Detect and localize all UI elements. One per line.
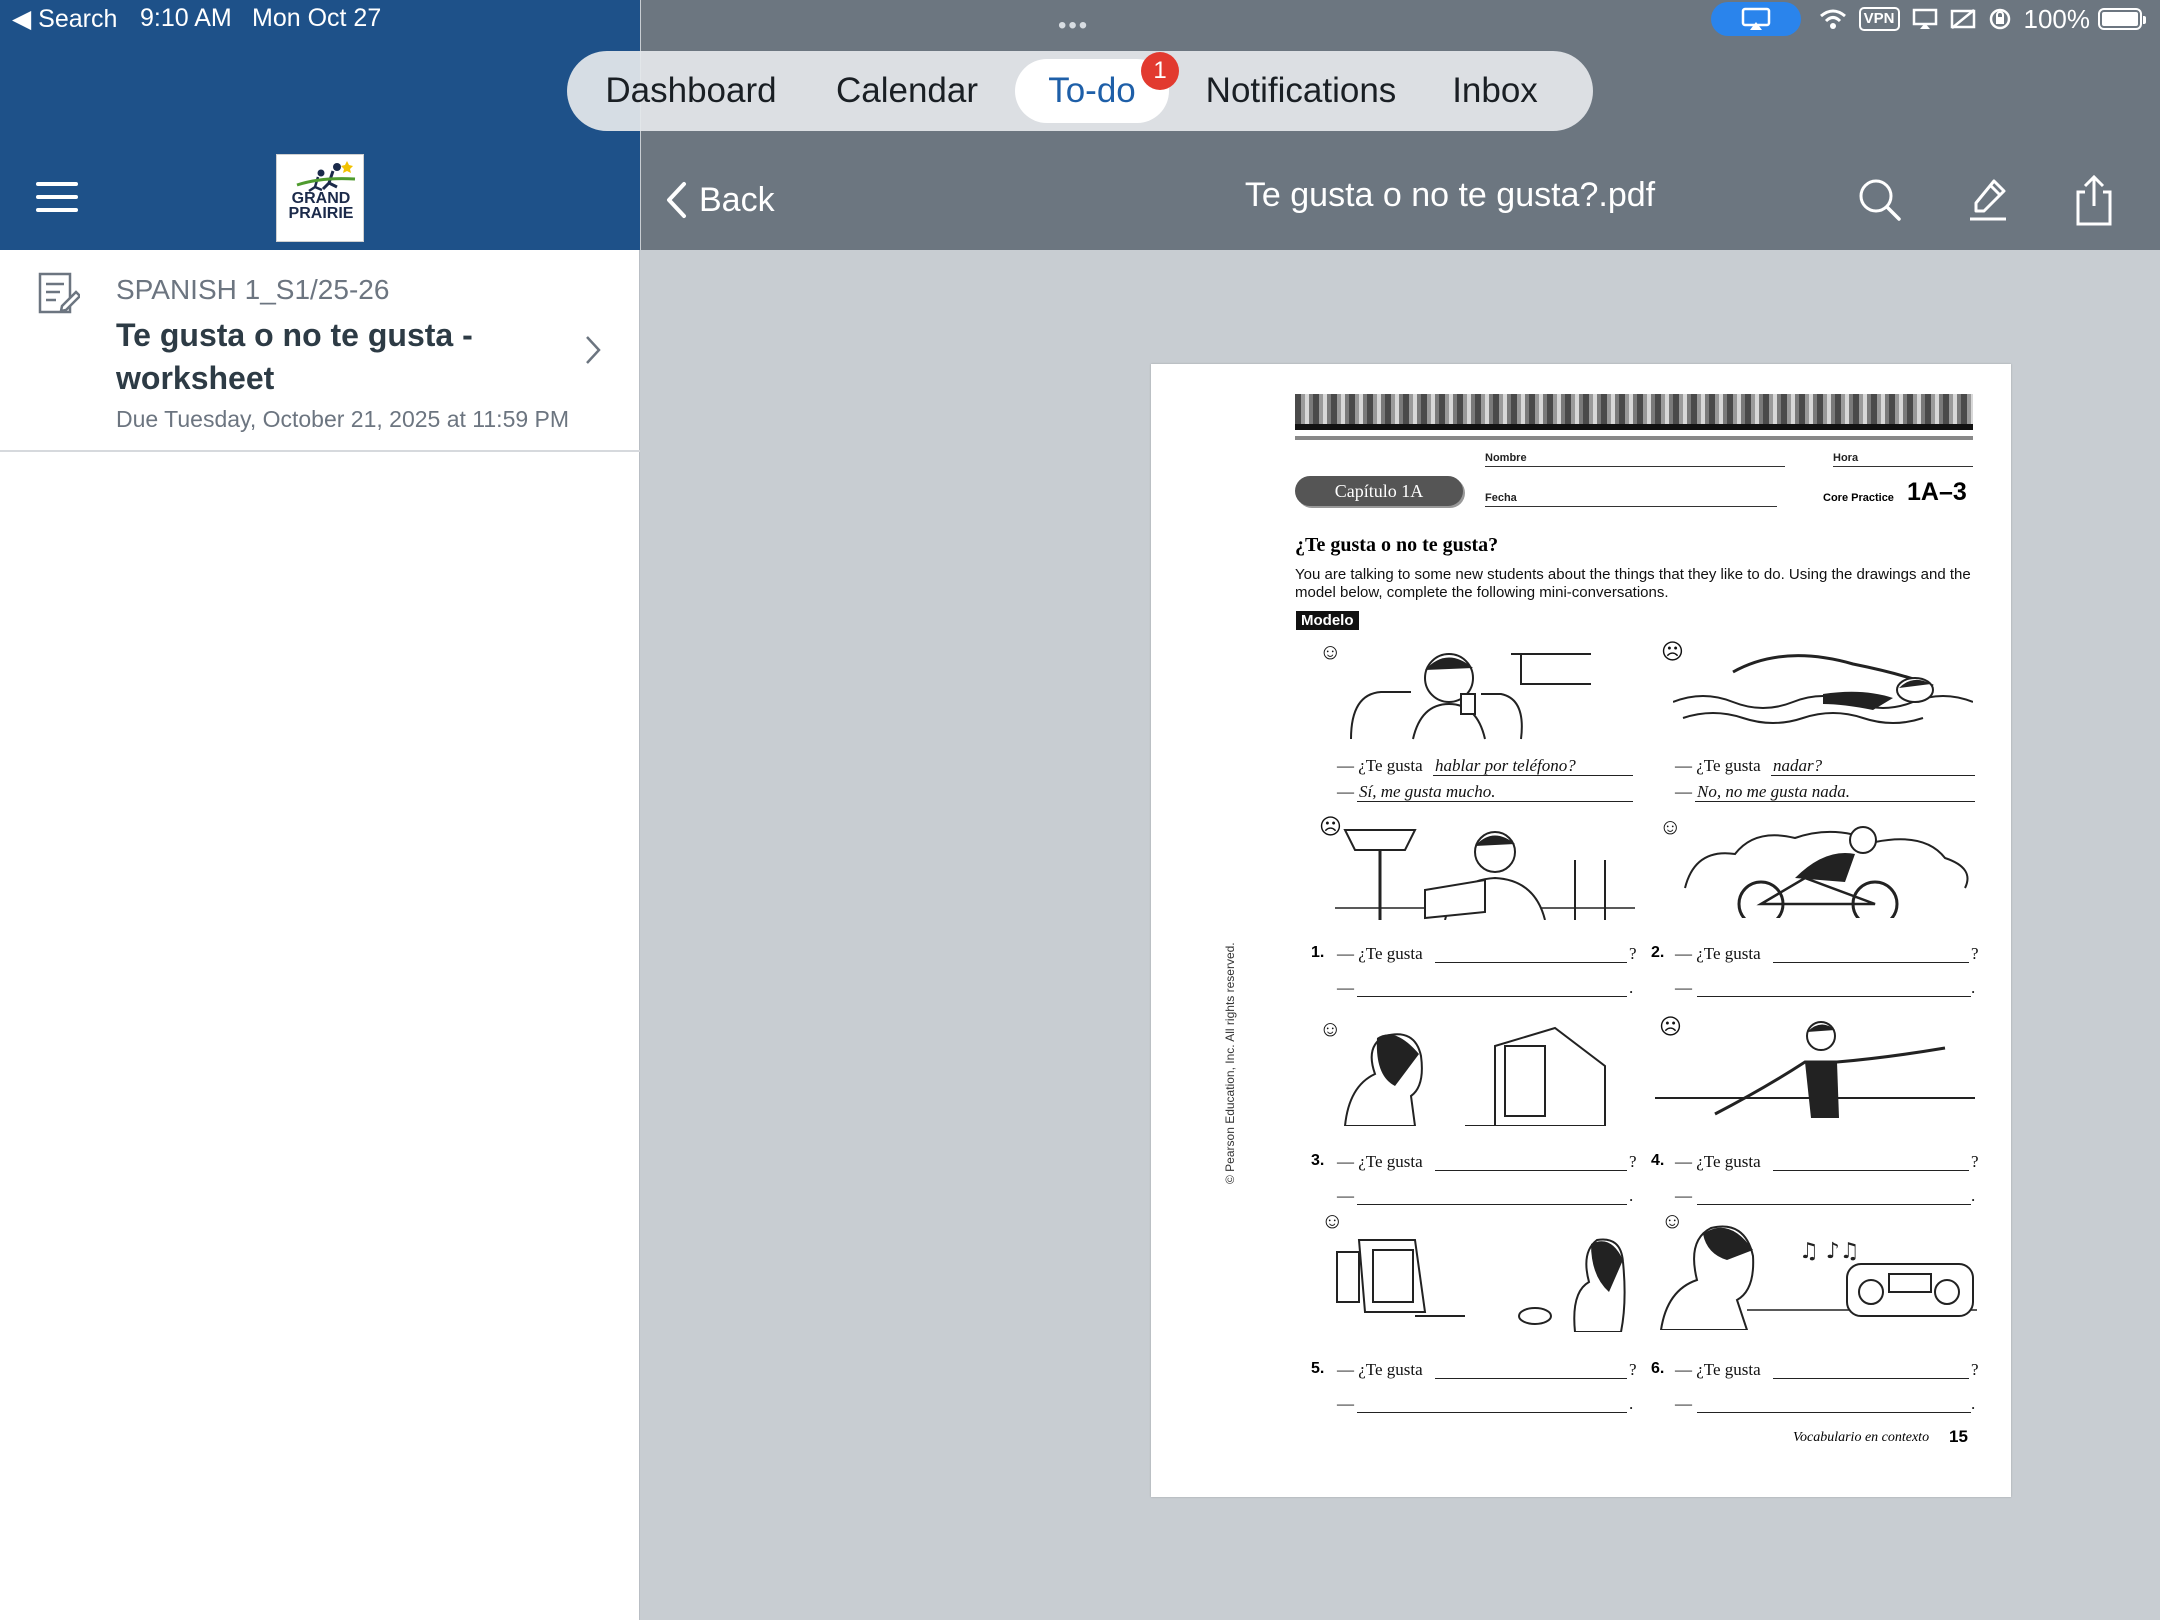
hora-line bbox=[1833, 466, 1973, 467]
item-4-question-line[interactable] bbox=[1773, 1170, 1969, 1171]
model-right-mood-icon: ☹ bbox=[1661, 639, 1684, 664]
tab-dashboard[interactable]: Dashboard bbox=[605, 71, 777, 110]
chevron-right-icon bbox=[584, 334, 602, 366]
tab-bar bbox=[567, 51, 1593, 131]
battery-icon bbox=[2098, 8, 2142, 30]
talking-on-phone-illustration bbox=[1341, 644, 1591, 744]
item-3-number: 3. bbox=[1311, 1152, 1325, 1169]
hamburger-menu-icon[interactable] bbox=[36, 182, 78, 212]
model-left-question-answer: hablar por teléfono? bbox=[1435, 756, 1576, 775]
logo-text: GRAND PRAIRIE bbox=[288, 190, 354, 222]
search-button[interactable] bbox=[1850, 170, 1910, 230]
back-label: Back bbox=[699, 180, 775, 219]
item-1-number: 1. bbox=[1311, 944, 1325, 961]
photo-off-icon bbox=[1950, 8, 1976, 30]
model-right-answer: No, no me gusta nada. bbox=[1697, 782, 1850, 801]
item-1-answer-dash: — bbox=[1337, 978, 1354, 997]
model-left-answer-line bbox=[1357, 801, 1633, 802]
model-left-mood-icon: ☺ bbox=[1319, 639, 1342, 664]
item-5-mood-icon: ☺ bbox=[1321, 1208, 1344, 1233]
item-4-qmark: ? bbox=[1971, 1152, 1979, 1171]
item-2-answer-line[interactable] bbox=[1697, 996, 1971, 997]
screen-mirror-icon bbox=[1912, 8, 1938, 30]
decorative-banner bbox=[1295, 394, 1973, 430]
listening-to-music-illustration bbox=[1657, 1220, 1977, 1330]
banner-shadow bbox=[1295, 436, 1973, 440]
chevron-left-icon bbox=[665, 181, 687, 219]
item-6-question-prefix: — ¿Te gusta bbox=[1675, 1360, 1761, 1379]
biking-illustration bbox=[1675, 818, 1975, 918]
item-5-question-prefix: — ¿Te gusta bbox=[1337, 1360, 1423, 1379]
swimming-illustration bbox=[1673, 642, 1973, 742]
vpn-badge: VPN bbox=[1859, 7, 1900, 31]
page-number: 15 bbox=[1949, 1427, 1968, 1446]
model-left-answer: Sí, me gusta mucho. bbox=[1359, 782, 1496, 801]
tab-todo[interactable]: To-do bbox=[1015, 59, 1169, 123]
annotate-button[interactable] bbox=[1958, 170, 2018, 230]
item-5-answer-dash: — bbox=[1337, 1394, 1354, 1413]
item-1-question-line[interactable] bbox=[1435, 962, 1627, 963]
assignment-icon bbox=[38, 272, 80, 316]
practice-number: 1A–3 bbox=[1907, 478, 1967, 506]
share-icon bbox=[2073, 174, 2115, 226]
left-pane bbox=[0, 0, 640, 1620]
item-4-mood-icon: ☹ bbox=[1659, 1014, 1682, 1039]
fecha-label: Fecha bbox=[1485, 492, 1517, 504]
item-6-period: . bbox=[1971, 1394, 1976, 1413]
item-5-question-line[interactable] bbox=[1435, 1378, 1627, 1379]
status-icons bbox=[1711, 2, 2142, 36]
item-1-qmark: ? bbox=[1629, 944, 1637, 963]
item-5-qmark: ? bbox=[1629, 1360, 1637, 1379]
item-3-mood-icon: ☺ bbox=[1319, 1016, 1342, 1041]
svg-text:♫ ♪♫: ♫ ♪♫ bbox=[1799, 1239, 1860, 1264]
copyright-notice: © Pearson Education, Inc. All rights reserved. bbox=[1223, 942, 1237, 1184]
model-left-question-prefix: — ¿Te gusta bbox=[1337, 756, 1423, 775]
highlighter-icon bbox=[1968, 177, 2008, 223]
status-date: Mon Oct 27 bbox=[252, 4, 382, 32]
item-2-answer-dash: — bbox=[1675, 978, 1692, 997]
item-2-qmark: ? bbox=[1971, 944, 1979, 963]
assignment-title: Te gusta o no te gusta - worksheet bbox=[116, 317, 473, 396]
back-to-search-link[interactable]: ◀ Search bbox=[12, 5, 118, 33]
tab-notifications[interactable]: Notifications bbox=[1205, 71, 1397, 110]
item-6-mood-icon: ☺ bbox=[1661, 1208, 1684, 1233]
modelo-label: Modelo bbox=[1296, 611, 1359, 630]
status-time: 9:10 AM bbox=[140, 4, 232, 32]
multitasking-dots[interactable]: ••• bbox=[1058, 12, 1090, 39]
nombre-line bbox=[1485, 466, 1785, 467]
item-6-qmark: ? bbox=[1971, 1360, 1979, 1379]
item-2-question-prefix: — ¿Te gusta bbox=[1675, 944, 1761, 963]
screen-mirroring-indicator[interactable] bbox=[1711, 2, 1801, 36]
item-6-number: 6. bbox=[1651, 1360, 1665, 1377]
item-4-answer-dash: — bbox=[1675, 1186, 1692, 1205]
tab-inbox[interactable]: Inbox bbox=[1452, 71, 1538, 110]
due-date: Due Tuesday, October 21, 2025 at 11:59 PM bbox=[116, 406, 570, 432]
item-2-period: . bbox=[1971, 978, 1976, 997]
item-3-qmark: ? bbox=[1629, 1152, 1637, 1171]
share-button[interactable] bbox=[2064, 170, 2124, 230]
item-2-question-line[interactable] bbox=[1773, 962, 1969, 963]
todo-count-badge: 1 bbox=[1141, 52, 1179, 90]
item-4-number: 4. bbox=[1651, 1152, 1665, 1169]
school-logo bbox=[276, 154, 364, 242]
item-6-answer-dash: — bbox=[1675, 1394, 1692, 1413]
model-right-question-line bbox=[1771, 775, 1975, 776]
item-2-number: 2. bbox=[1651, 944, 1665, 961]
orientation-lock-icon bbox=[1988, 7, 2012, 31]
item-4-question-prefix: — ¿Te gusta bbox=[1675, 1152, 1761, 1171]
model-right-answer-line bbox=[1695, 801, 1975, 802]
fecha-line bbox=[1485, 506, 1777, 507]
runners-icon bbox=[277, 155, 365, 195]
item-1-question-prefix: — ¿Te gusta bbox=[1337, 944, 1423, 963]
pdf-page[interactable] bbox=[1151, 364, 2011, 1497]
course-name: SPANISH 1_S1/25-26 bbox=[116, 274, 390, 305]
reading-illustration bbox=[1335, 820, 1635, 920]
core-practice-label: Core Practice bbox=[1823, 492, 1894, 504]
item-3-period: . bbox=[1629, 1186, 1634, 1205]
item-3-question-line[interactable] bbox=[1435, 1170, 1627, 1171]
item-6-question-line[interactable] bbox=[1773, 1378, 1969, 1379]
worksheet-title: ¿Te gusta o no te gusta? bbox=[1295, 534, 1499, 556]
wifi-icon bbox=[1819, 8, 1847, 30]
nombre-label: Nombre bbox=[1485, 452, 1527, 464]
chapter-badge: Capítulo 1A bbox=[1295, 476, 1463, 506]
airplay-icon bbox=[1741, 7, 1771, 31]
item-5-period: . bbox=[1629, 1394, 1634, 1413]
item-4-answer-line[interactable] bbox=[1697, 1204, 1971, 1205]
item-3-answer-dash: — bbox=[1337, 1186, 1354, 1205]
worksheet-instructions: You are talking to some new students about the things that they like to do. Using the drawings and the model below, complete the following mini-conversations. bbox=[1295, 566, 1971, 601]
dancing-illustration bbox=[1655, 1018, 1975, 1128]
item-1-answer-line[interactable] bbox=[1357, 996, 1627, 997]
item-1-period: . bbox=[1629, 978, 1634, 997]
item-6-answer-line[interactable] bbox=[1697, 1412, 1971, 1413]
item-4-period: . bbox=[1971, 1186, 1976, 1205]
item-2-mood-icon: ☺ bbox=[1659, 814, 1682, 839]
back-button[interactable] bbox=[665, 170, 775, 230]
item-5-number: 5. bbox=[1311, 1360, 1325, 1377]
video-games-illustration bbox=[1335, 1232, 1635, 1332]
item-5-answer-line[interactable] bbox=[1357, 1412, 1627, 1413]
watching-tv-illustration bbox=[1335, 1026, 1635, 1126]
model-left-question-line bbox=[1433, 775, 1633, 776]
assignment-list-item[interactable] bbox=[0, 250, 640, 452]
battery-percent: 100% bbox=[2023, 3, 2090, 34]
model-left-answer-dash: — bbox=[1337, 782, 1354, 801]
search-icon bbox=[1858, 178, 1902, 222]
model-right-question-prefix: — ¿Te gusta bbox=[1675, 756, 1761, 775]
model-right-question-answer: nadar? bbox=[1773, 756, 1823, 775]
item-1-mood-icon: ☹ bbox=[1319, 814, 1342, 839]
model-right-answer-dash: — bbox=[1675, 782, 1692, 801]
document-title: Te gusta o no te gusta?.pdf bbox=[1244, 176, 1656, 214]
tab-calendar[interactable]: Calendar bbox=[835, 71, 979, 110]
item-3-answer-line[interactable] bbox=[1357, 1204, 1627, 1205]
hora-label: Hora bbox=[1833, 452, 1859, 464]
left-header bbox=[0, 0, 640, 250]
footer-label: Vocabulario en contexto bbox=[1793, 1430, 1930, 1445]
item-3-question-prefix: — ¿Te gusta bbox=[1337, 1152, 1423, 1171]
